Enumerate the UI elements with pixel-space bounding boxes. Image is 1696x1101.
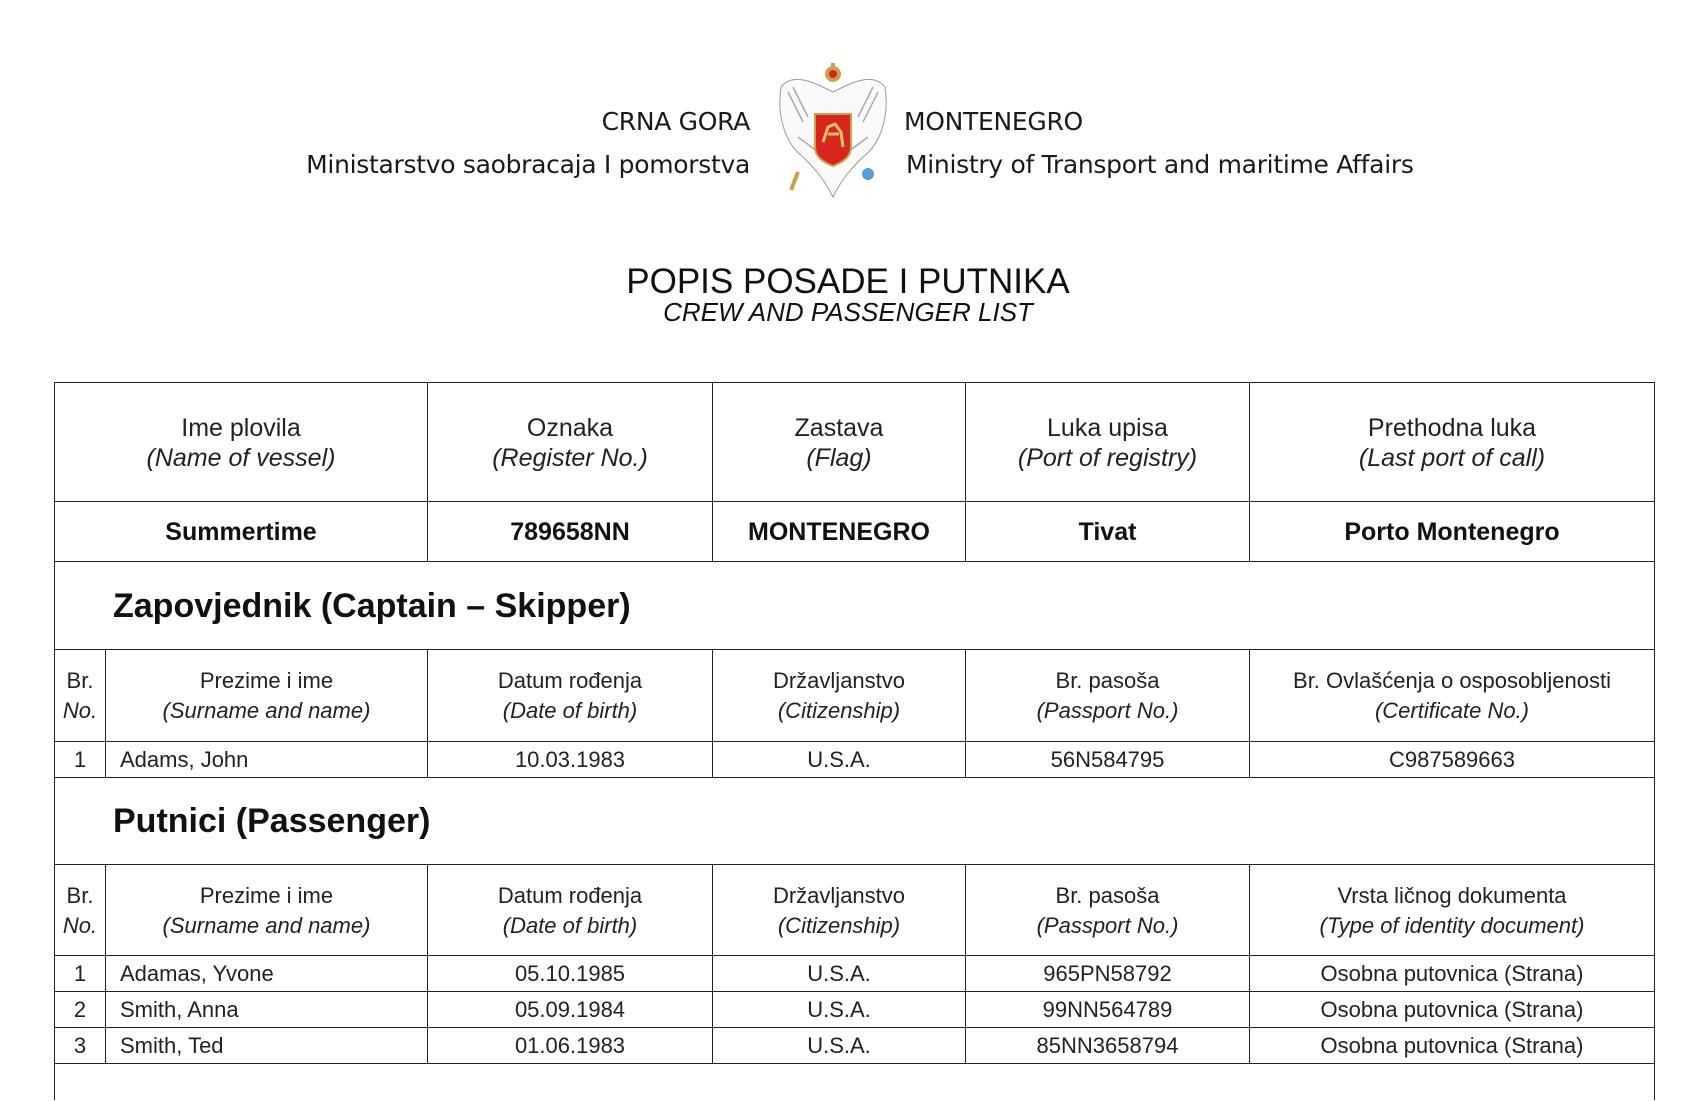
vessel-header-row	[55, 382, 1654, 502]
table-row	[55, 1027, 1654, 1064]
table-cell: U.S.A.	[712, 992, 965, 1028]
table-cell: 56N584795	[965, 742, 1249, 778]
ministry-en: Ministry of Transport and maritime Affairs	[906, 150, 1414, 179]
column-header	[965, 865, 1249, 956]
passenger-section	[55, 777, 1654, 865]
table-cell: 85NN3658794	[965, 1028, 1249, 1064]
table-cell: Osobna putovnica (Strana)	[1249, 1028, 1654, 1064]
header-en: (Surname and name)	[162, 912, 371, 938]
document-subtitle: CREW AND PASSENGER LIST	[663, 297, 1033, 327]
ministry-local: Ministarstvo saobracaja I pomorstva	[306, 150, 750, 179]
header-local: Prethodna luka	[1367, 413, 1537, 442]
captain-section	[55, 561, 1654, 650]
passenger-section-title: Putnici (Passenger)	[113, 802, 431, 840]
header-local: Luka upisa	[1047, 413, 1168, 442]
table-cell: U.S.A.	[712, 742, 965, 778]
header-local: Prezime i ime	[199, 668, 334, 693]
passenger-header-row	[55, 864, 1654, 956]
table-cell: 1	[73, 961, 87, 986]
header-en: (Citizenship)	[777, 912, 901, 938]
header-local: Br. pasoša	[1055, 882, 1160, 908]
table-cell: 05.09.1984	[427, 992, 712, 1028]
column-header	[1249, 865, 1654, 956]
column-header	[105, 650, 427, 742]
vessel-values-row	[55, 501, 1654, 562]
header-en: No.	[62, 698, 98, 723]
table-cell: U.S.A.	[712, 1028, 965, 1064]
header-en: (Type of identity document)	[1319, 912, 1585, 938]
header-port-registry	[965, 383, 1249, 502]
country-local: CRNA GORA	[601, 107, 750, 136]
header-en: (Register No.)	[492, 443, 648, 472]
crew-passenger-table	[54, 382, 1655, 1100]
header-local: Zastava	[794, 413, 884, 442]
table-cell: Adamas, Yvone	[105, 956, 427, 992]
document-title: POPIS POSADE I PUTNIKA	[626, 262, 1070, 301]
flag: MONTENEGRO	[712, 502, 965, 562]
header-en: (Surname and name)	[162, 698, 371, 723]
header-en: (Date of birth)	[502, 698, 638, 723]
header-en: (Port of registry)	[1017, 443, 1198, 472]
header-en: (Name of vessel)	[146, 443, 336, 472]
header-en: No.	[62, 912, 98, 938]
header-last-port	[1249, 383, 1654, 502]
header-local: Datum rođenja	[497, 882, 643, 908]
header-local: Državljanstvo	[772, 668, 906, 693]
table-cell: 965PN58792	[965, 956, 1249, 992]
header-local: Ime plovila	[181, 413, 301, 442]
register-no: 789658NN	[427, 502, 712, 562]
coat-of-arms-emblem	[773, 62, 893, 202]
header-en: (Certificate No.)	[1374, 698, 1530, 723]
header-en: (Flag)	[806, 443, 872, 472]
header-register-no	[427, 383, 712, 502]
table-cell: C987589663	[1249, 742, 1654, 778]
header-local: Oznaka	[526, 413, 614, 442]
country-en: MONTENEGRO	[904, 107, 1083, 136]
table-cell: Smith, Anna	[105, 992, 427, 1028]
header-vessel-name	[55, 383, 427, 502]
header-local: Br.	[66, 882, 94, 908]
table-cell: 01.06.1983	[427, 1028, 712, 1064]
port-of-registry: Tivat	[965, 502, 1249, 562]
header-local: Br. Ovlašćenja o osposobljenosti	[1293, 668, 1611, 693]
column-header	[712, 865, 965, 956]
header-local: Br.	[66, 668, 94, 693]
table-cell: Adams, John	[105, 742, 427, 778]
column-header	[965, 650, 1249, 742]
table-cell: 1	[73, 747, 87, 772]
captain-section-title: Zapovjednik (Captain – Skipper)	[113, 586, 631, 625]
column-header	[1249, 650, 1654, 742]
table-cell: Osobna putovnica (Strana)	[1249, 956, 1654, 992]
column-header	[55, 865, 105, 956]
column-header	[427, 650, 712, 742]
header-local: Državljanstvo	[772, 882, 906, 908]
table-cell: 99NN564789	[965, 992, 1249, 1028]
table-cell: Smith, Ted	[105, 1028, 427, 1064]
header-en: (Passport No.)	[1036, 698, 1179, 723]
table-cell: 2	[73, 997, 87, 1022]
column-header	[55, 650, 105, 742]
header-en: (Date of birth)	[502, 912, 638, 938]
column-header	[427, 865, 712, 956]
header-flag	[712, 383, 965, 502]
table-cell: Osobna putovnica (Strana)	[1249, 992, 1654, 1028]
vessel-name: Summertime	[165, 517, 317, 546]
table-row	[55, 955, 1654, 992]
header-local: Vrsta ličnog dokumenta	[1337, 882, 1567, 908]
table-row	[55, 741, 1654, 778]
table-cell: 3	[73, 1033, 87, 1058]
table-cell: 05.10.1985	[427, 956, 712, 992]
table-cell: U.S.A.	[712, 956, 965, 992]
table-continuation	[55, 1063, 1654, 1101]
captain-header-row	[55, 649, 1654, 742]
header-en: (Last port of call)	[1358, 443, 1546, 472]
header-local: Br. pasoša	[1055, 668, 1160, 693]
table-cell: 10.03.1983	[427, 742, 712, 778]
column-header	[712, 650, 965, 742]
header-en: (Passport No.)	[1036, 912, 1179, 938]
header-local: Prezime i ime	[199, 882, 334, 908]
table-row	[55, 991, 1654, 1028]
column-header	[105, 865, 427, 956]
last-port-of-call: Porto Montenegro	[1249, 502, 1654, 562]
header-local: Datum rođenja	[497, 668, 643, 693]
header-en: (Citizenship)	[777, 698, 901, 723]
